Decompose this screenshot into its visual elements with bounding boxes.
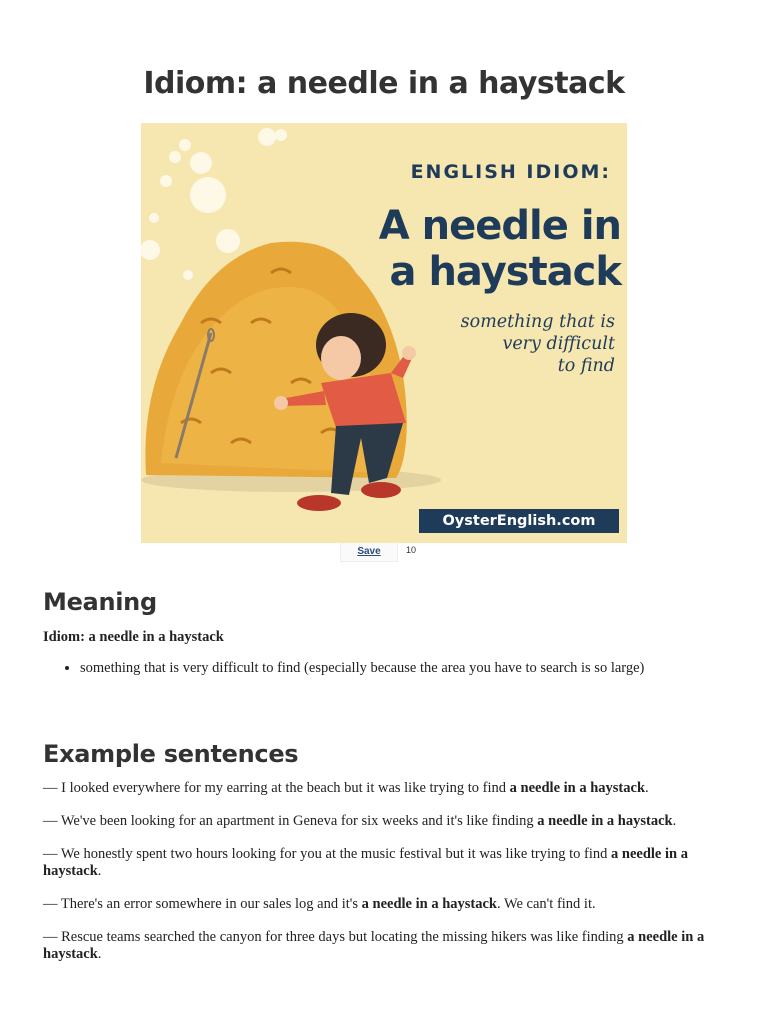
save-count: 10 [406,545,417,555]
sentence-text: . We can't find it. [496,896,596,912]
save-button[interactable]: Save [340,543,398,562]
sentence-text: — We've been looking for an apartment in Geneva for six weeks and it's like finding [43,813,538,829]
idiom-kicker: ENGLISH IDIOM: [410,161,611,183]
sentence-text: — There's an error somewhere in our sales log and it's [43,896,362,912]
hero-definition-line: something that is [460,312,615,332]
hero-definition-line: very difficult [502,334,615,354]
example-sentence [43,896,728,913]
meaning-heading: Meaning [43,588,157,616]
meaning-item: • something that is very difficult to find (especially because the area you have to search is so large) [80,660,644,677]
idiom-illustration [141,123,627,543]
hero-title-line: a haystack [389,249,621,295]
hero-definition [385,311,615,377]
idiom-highlight: a needle in a haystack [537,813,673,829]
idiom-highlight: a needle in a haystack [43,929,705,962]
idiom-highlight: a needle in a haystack [509,780,646,796]
meaning-list [43,660,644,677]
examples-heading: Example sentences [43,740,299,768]
sentence-text: — We honestly spent two hours looking for you at the music festival but it was like trying to find [43,846,612,862]
example-sentence [43,780,728,797]
idiom-highlight: a needle in a haystack [43,846,688,879]
hero-title-line: A needle in [378,203,621,249]
hero-title [321,203,621,295]
hero-definition-line: to find [557,356,615,376]
site-banner: OysterEnglish.com [419,509,619,533]
sentence-text: — Rescue teams searched the canyon for three days but locating the missing hikers was like finding [43,929,628,945]
sentence-text: . [97,863,102,879]
idiom-label: Idiom: a needle in a haystack [43,629,224,645]
sentence-text: . [645,780,649,796]
sentence-text: . [672,813,677,829]
example-sentence [43,813,728,830]
sentence-text: . [97,946,102,962]
example-sentence [43,929,728,963]
idiom-highlight: a needle in a haystack [361,896,497,912]
example-sentence [43,846,728,880]
sentence-text: — I looked everywhere for my earring at the beach but it was like trying to find [43,780,510,796]
page-title: Idiom: a needle in a haystack [143,66,625,101]
example-sentences [43,780,728,979]
